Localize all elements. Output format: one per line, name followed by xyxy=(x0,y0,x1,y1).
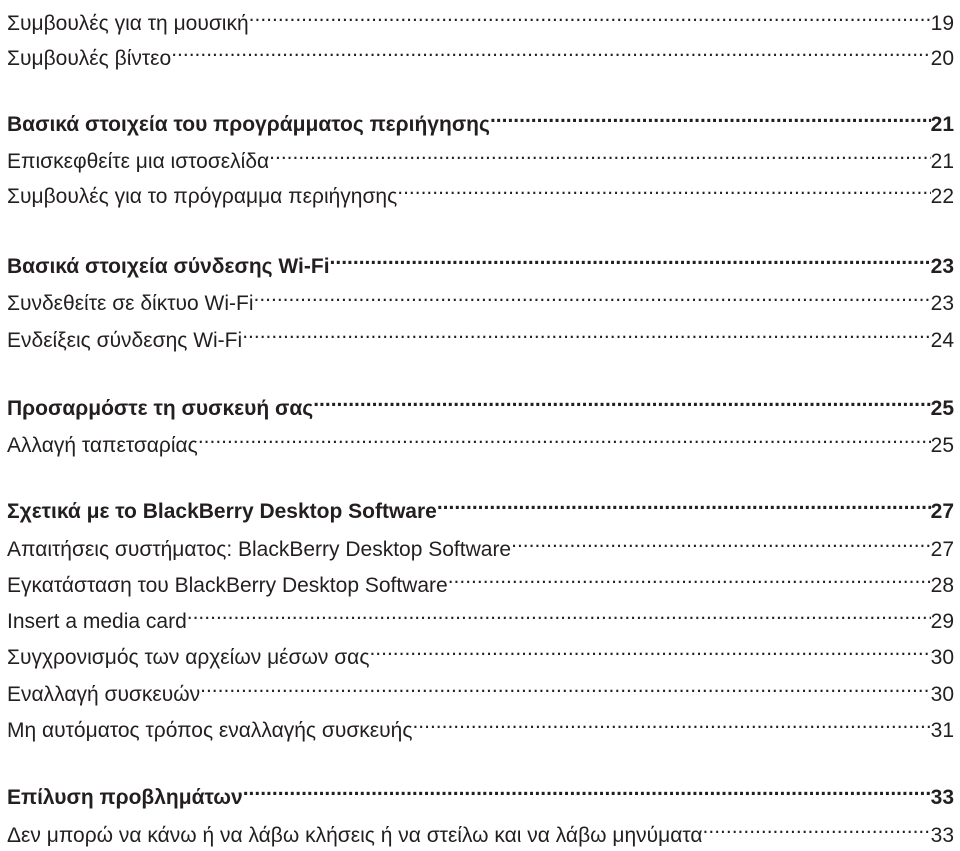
toc-entry-title: Βασικά στοιχεία του προγράμματος περιήγησης xyxy=(7,113,490,136)
toc-entry-calls-messages-issue[interactable] xyxy=(7,812,954,847)
toc-entry-page: 33 xyxy=(931,783,954,813)
toc-entry-title: Εναλλαγή συσκευών xyxy=(7,683,201,706)
toc-entry-title: Δεν μπορώ να κάνω ή να λάβω κλήσεις ή να στείλω και να λάβω μηνύματα xyxy=(7,824,703,847)
toc-entry-title: Συμβουλές για το πρόγραμμα περιήγησης xyxy=(7,185,398,208)
dot-leader xyxy=(254,280,931,310)
toc-entry-page: 28 xyxy=(931,571,954,601)
dot-leader xyxy=(200,671,931,701)
toc-entry-title: Αλλαγή ταπετσαρίας xyxy=(7,434,198,457)
toc-entry-music-tips[interactable] xyxy=(7,0,954,35)
toc-entry-page: 25 xyxy=(931,394,954,424)
toc-entry-install-desktop-software[interactable] xyxy=(7,562,954,597)
dot-leader xyxy=(437,488,931,518)
toc-entry-title: Σχετικά με το BlackBerry Desktop Software xyxy=(7,500,437,523)
toc-entry-title: Προσαρμόστε τη συσκευή σας xyxy=(7,397,314,420)
toc-entry-title: Επισκεφθείτε μια ιστοσελίδα xyxy=(7,150,270,173)
toc-entry-page: 30 xyxy=(931,643,954,673)
toc-entry-page: 25 xyxy=(931,431,954,461)
toc-entry-title: Επίλυση προβλημάτων xyxy=(7,786,243,809)
toc-entry-page: 23 xyxy=(931,252,954,282)
toc-entry-change-wallpaper[interactable] xyxy=(7,422,954,457)
toc-entry-page: 21 xyxy=(931,147,954,177)
dot-leader xyxy=(198,422,931,452)
toc-section-desktop-software[interactable] xyxy=(7,488,954,523)
toc-entry-wifi-indicators[interactable] xyxy=(7,317,954,352)
toc-entry-browser-tips[interactable] xyxy=(7,173,954,208)
toc-entry-visit-webpage[interactable] xyxy=(7,138,954,173)
toc-entry-title: Βασικά στοιχεία σύνδεσης Wi-Fi xyxy=(7,255,330,278)
toc-entry-switch-devices[interactable] xyxy=(7,671,954,706)
toc-entry-page: 30 xyxy=(931,680,954,710)
toc-entry-title: Συνδεθείτε σε δίκτυο Wi-Fi xyxy=(7,292,254,315)
toc-entry-title: Μη αυτόματος τρόπος εναλλαγής συσκευής xyxy=(7,719,413,742)
dot-leader xyxy=(703,812,931,842)
toc-section-browser-basics[interactable] xyxy=(7,101,954,136)
dot-leader xyxy=(412,707,930,737)
toc-section-troubleshooting[interactable] xyxy=(7,774,954,809)
dot-leader xyxy=(249,0,931,30)
dot-leader xyxy=(187,598,931,628)
toc-entry-sync-media-files[interactable] xyxy=(7,634,954,669)
toc-entry-page: 19 xyxy=(931,9,954,39)
toc-entry-page: 22 xyxy=(931,182,954,212)
toc-entry-page: 23 xyxy=(931,289,954,319)
dot-leader xyxy=(511,526,931,556)
toc-entry-page: 33 xyxy=(931,821,954,851)
dot-leader xyxy=(269,138,930,168)
toc-entry-title: Συμβουλές για τη μουσική xyxy=(7,12,249,35)
toc-section-wifi-basics[interactable] xyxy=(7,243,954,278)
dot-leader xyxy=(171,35,930,65)
dot-leader xyxy=(313,385,930,415)
toc-entry-title: Εγκατάσταση του BlackBerry Desktop Software xyxy=(7,574,448,597)
toc-entry-page: 29 xyxy=(931,607,954,637)
toc-entry-page: 27 xyxy=(931,535,954,565)
toc-entry-title: Insert a media card xyxy=(7,610,187,633)
dot-leader xyxy=(490,101,931,131)
toc-entry-system-requirements[interactable] xyxy=(7,526,954,561)
toc-entry-page: 31 xyxy=(931,716,954,746)
dot-leader xyxy=(242,317,930,347)
toc-entry-connect-wifi[interactable] xyxy=(7,280,954,315)
dot-leader xyxy=(448,562,931,592)
toc-entry-page: 27 xyxy=(931,497,954,527)
toc-entry-page: 21 xyxy=(931,110,954,140)
toc-entry-manual-device-switch[interactable] xyxy=(7,707,954,742)
toc-entry-title: Απαιτήσεις συστήματος: BlackBerry Desktop Software xyxy=(7,538,512,561)
toc-section-personalize-device[interactable] xyxy=(7,385,954,420)
toc-entry-page: 24 xyxy=(931,326,954,356)
dot-leader xyxy=(397,173,930,203)
dot-leader xyxy=(330,243,931,273)
toc-entry-title: Συγχρονισμός των αρχείων μέσων σας xyxy=(7,646,370,669)
dot-leader xyxy=(369,634,930,664)
toc-entry-video-tips[interactable] xyxy=(7,35,954,70)
toc-entry-page: 20 xyxy=(931,44,954,74)
toc-entry-insert-media-card[interactable] xyxy=(7,598,954,633)
toc-entry-title: Ενδείξεις σύνδεσης Wi-Fi xyxy=(7,329,243,352)
dot-leader xyxy=(243,774,931,804)
toc-entry-title: Συμβουλές βίντεο xyxy=(7,47,172,70)
